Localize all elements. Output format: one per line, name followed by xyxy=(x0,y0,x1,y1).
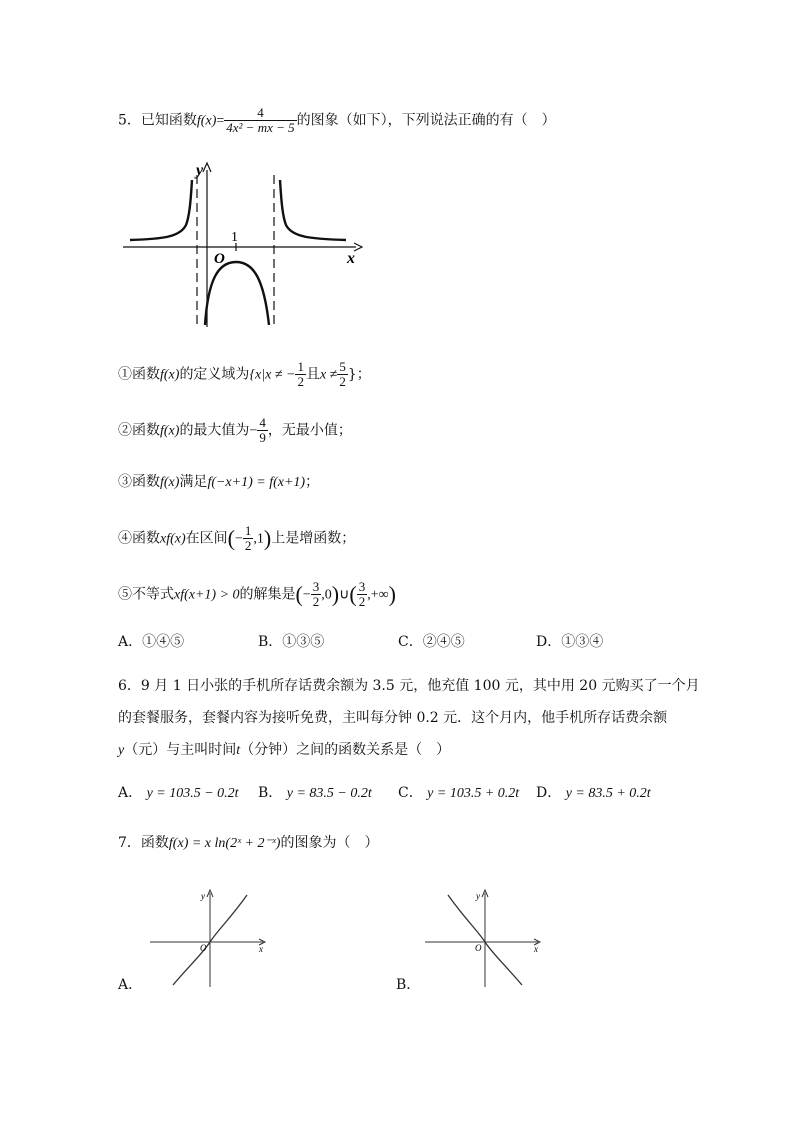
q7b-y-label: y xyxy=(476,891,480,901)
q7-option-b-label[interactable]: B． xyxy=(396,977,421,993)
q7b-x-label: x xyxy=(534,944,538,954)
q5-item-3 xyxy=(118,472,319,493)
q6-line-3-a: （元）与主叫时间 xyxy=(124,742,237,758)
q5-equals: = xyxy=(216,113,225,129)
item-5-frac1-num: 3 xyxy=(312,579,320,594)
item-1-frac2 xyxy=(337,360,348,389)
item-1-tail: }； xyxy=(347,366,371,383)
item-3-tail: ； xyxy=(305,474,320,490)
q5-tick-label: 1 xyxy=(231,230,238,245)
item-2-neg: − xyxy=(249,423,258,439)
q7b-origin-label: O xyxy=(475,943,482,953)
item-5-fx: xf(x+1) > 0 xyxy=(174,587,240,603)
q5-x-label: x xyxy=(347,250,355,267)
item-1-and: 且 xyxy=(305,366,320,383)
q5-option-a[interactable]: A．①④⑤ xyxy=(118,634,185,650)
q5-curve-right xyxy=(280,180,346,240)
q5-stem-suffix: 的图象（如下），下列说法正确的有（ ） xyxy=(296,112,556,129)
q6-var-t: t xyxy=(236,743,241,758)
item-3-lead: ③函数 xyxy=(118,474,160,490)
q6-option-d-expr: y = 83.5 + 0.2t xyxy=(565,786,651,801)
item-1-expr2: x ≠ xyxy=(319,367,338,383)
item-5-frac2-num: 3 xyxy=(358,579,366,594)
item-1-expr: {x|x ≠ − xyxy=(249,367,296,383)
q5-fx: f(x) xyxy=(196,113,217,129)
q5-stem-prefix: 已知函数 xyxy=(140,112,197,129)
item-2-lead: ②函数 xyxy=(118,422,160,439)
q6-line-3-b: （分钟）之间的函数关系是（ ） xyxy=(240,742,451,758)
item-4-lead: ④函数 xyxy=(118,530,160,547)
item-5-frac2 xyxy=(357,580,368,609)
item-5-neg: − xyxy=(302,587,311,603)
item-4-neg: − xyxy=(234,531,243,547)
q5-item-1 xyxy=(118,360,371,389)
item-4-open: ( xyxy=(227,525,235,551)
item-5-frac1 xyxy=(311,580,322,609)
q6-option-a-expr: y = 103.5 − 0.2t xyxy=(146,786,239,801)
q6-option-c-label: C． xyxy=(398,785,423,801)
q5-frac-num: 4 xyxy=(257,105,264,120)
item-4-mid: 在区间 xyxy=(185,530,228,547)
item-5-rest2: ,+∞ xyxy=(367,587,389,603)
item-4-fx: xf(x) xyxy=(160,531,186,547)
item-3-expr: f(−x+1) = f(x+1) xyxy=(207,475,306,490)
item-4-close: ) xyxy=(263,525,272,551)
q7-graph-b[interactable] xyxy=(420,885,550,990)
q7-suffix: 的图象为（ ） xyxy=(280,835,379,851)
item-1-frac xyxy=(295,360,306,389)
q6-line-2: 的套餐服务，套餐内容为接听免费，主叫每分钟 0.2 元．这个月内，他手机所存话费余额 xyxy=(118,710,668,726)
q7-option-a-label[interactable]: A． xyxy=(118,977,143,993)
q5-curve-left xyxy=(130,180,192,240)
item-5-cup: ∪ xyxy=(339,587,350,603)
item-2-frac-num: 4 xyxy=(259,415,266,430)
item-5-close2: ) xyxy=(388,581,396,607)
q5-origin-label: O xyxy=(214,251,225,267)
item-4-frac-den: 2 xyxy=(244,538,252,553)
q5-y-label: y xyxy=(196,162,204,179)
item-5-frac2-den: 2 xyxy=(358,594,366,609)
item-4-frac xyxy=(243,524,254,553)
q5-option-d[interactable]: D．①③④ xyxy=(536,634,604,650)
q6-option-b[interactable] xyxy=(258,783,372,804)
item-2-fx: f(x) xyxy=(160,423,180,439)
q7a-y-label: y xyxy=(201,891,205,901)
item-1-frac-num: 1 xyxy=(297,359,304,374)
q7-prefix: 7．函数 xyxy=(118,835,169,851)
q5-fraction xyxy=(224,106,296,135)
q6-option-a-label: A． xyxy=(118,785,143,801)
q6-option-c-expr: y = 103.5 + 0.2t xyxy=(427,786,520,801)
q5-item-4 xyxy=(118,524,355,553)
item-4-frac-num: 1 xyxy=(244,523,252,538)
item-2-tail: ，无最小值； xyxy=(267,422,352,439)
q5-stem xyxy=(118,106,556,135)
item-2-mid: 的最大值为 xyxy=(179,422,250,439)
q5-option-b[interactable]: B．①③⑤ xyxy=(258,634,325,650)
item-1-lead: ①函数 xyxy=(118,366,160,383)
item-5-rest1: ,0 xyxy=(321,587,332,603)
item-2-frac-den: 9 xyxy=(259,430,266,445)
item-3-mid: 满足 xyxy=(179,474,208,490)
item-5-mid: 的解集是 xyxy=(239,586,296,603)
q7a-x-label: x xyxy=(259,944,263,954)
q7-graph-a[interactable] xyxy=(145,885,275,990)
item-5-lead: ⑤不等式 xyxy=(118,586,174,603)
item-5-frac1-den: 2 xyxy=(312,594,320,609)
q7-expr: f(x) = x ln(2ˣ + 2⁻ˣ) xyxy=(168,836,281,851)
q5-frac-den: 4x² − mx − 5 xyxy=(226,120,295,135)
q6-option-d[interactable] xyxy=(536,783,651,804)
q6-var-y: y xyxy=(118,743,125,758)
item-1-frac2-den: 2 xyxy=(339,374,346,389)
q7a-origin-label: O xyxy=(200,943,207,953)
q6-option-d-label: D． xyxy=(536,785,562,801)
item-4-tail: 上是增函数； xyxy=(271,530,356,547)
q6-line-3 xyxy=(118,740,450,761)
item-5-open2: ( xyxy=(349,581,357,607)
item-1-mid: 的定义域为 xyxy=(179,366,250,383)
q5-item-2 xyxy=(118,416,352,445)
item-1-frac2-num: 5 xyxy=(339,359,346,374)
item-5-close1: ) xyxy=(331,581,340,607)
item-5-open1: ( xyxy=(295,581,303,607)
q5-option-c[interactable]: C．②④⑤ xyxy=(398,634,465,650)
q5-item-5 xyxy=(118,580,396,609)
q5-curve-middle xyxy=(205,262,269,325)
item-2-frac xyxy=(257,416,268,445)
q6-option-b-expr: y = 83.5 − 0.2t xyxy=(286,786,372,801)
item-3-fx: f(x) xyxy=(160,475,180,490)
q6-option-a[interactable] xyxy=(118,783,239,804)
item-1-fx: f(x) xyxy=(160,367,180,383)
item-1-frac-den: 2 xyxy=(297,374,304,389)
q7-stem xyxy=(118,833,378,854)
q6-option-c[interactable] xyxy=(398,783,519,804)
q6-line-1: 6．9 月 1 日小张的手机所存话费余额为 3.5 元，他充值 100 元，其中用 20 元购买了一个月 xyxy=(118,678,700,694)
q5-graph xyxy=(118,155,368,330)
q6-option-b-label: B． xyxy=(258,785,283,801)
q5-number: 5． xyxy=(118,112,141,129)
item-4-rest: ,1 xyxy=(253,531,264,547)
